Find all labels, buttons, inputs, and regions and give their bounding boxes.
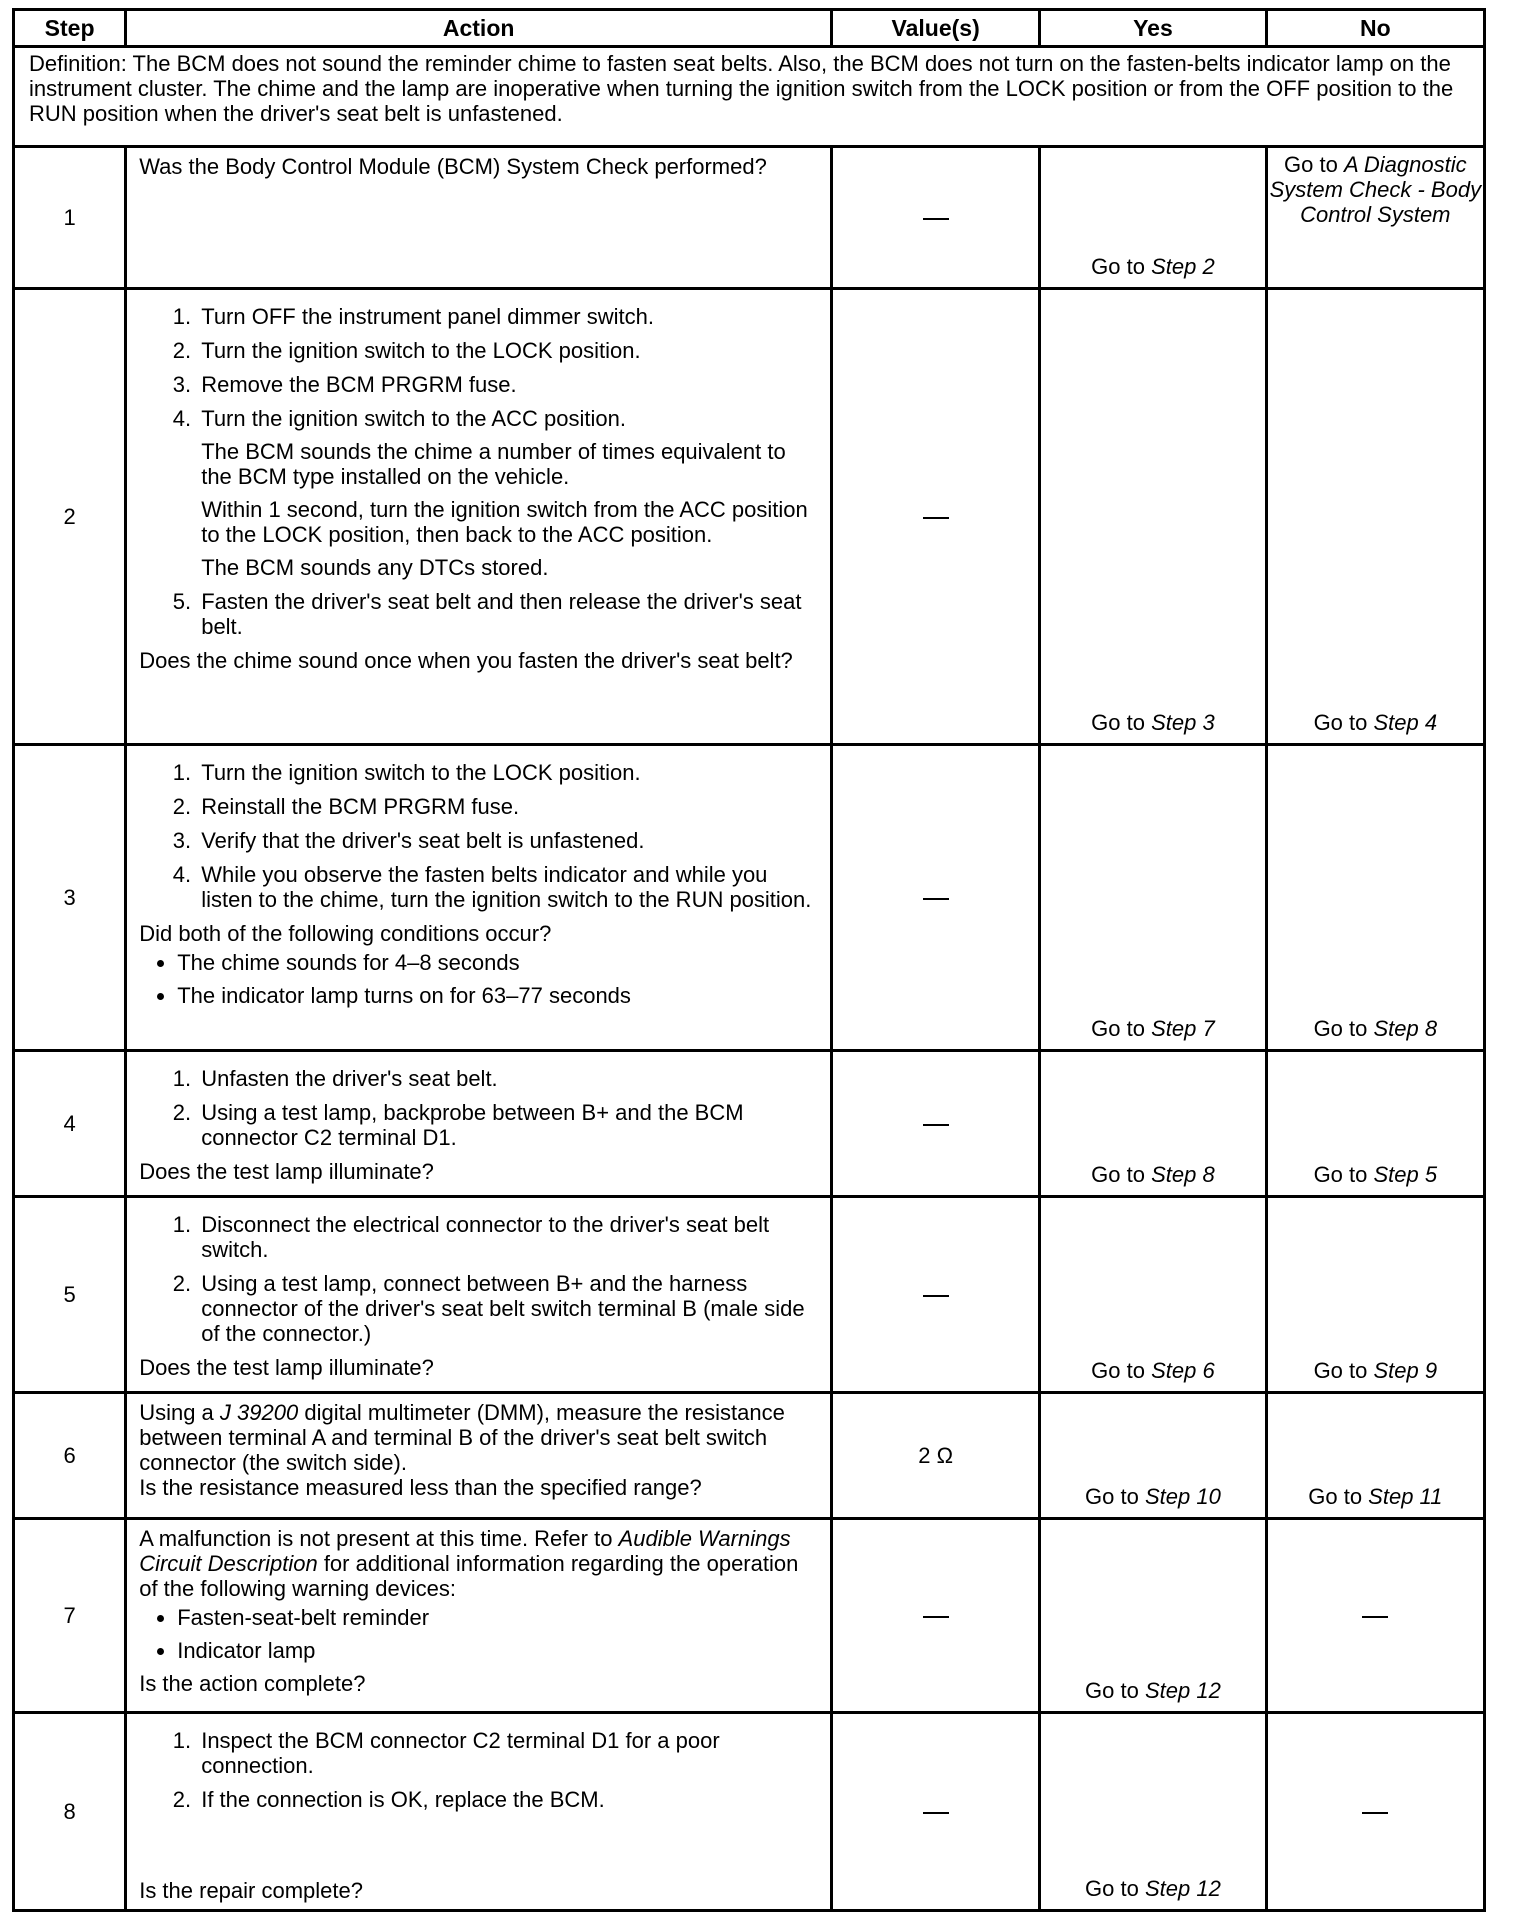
step-number: 8	[14, 1713, 126, 1911]
instruction-note: Within 1 second, turn the ignition switch from the ACC position to the LOCK position, then back to the ACC position.	[201, 497, 808, 547]
warning-device-item: • Indicator lamp	[177, 1638, 822, 1663]
no-goto-link[interactable]: Step 4	[1373, 710, 1438, 735]
goto-prefix: Go to	[1308, 1484, 1369, 1509]
value-cell: 2 Ω	[832, 1393, 1040, 1519]
header-row	[14, 10, 1485, 47]
goto-prefix: Go to	[1085, 1876, 1145, 1901]
header-no: No	[1266, 10, 1484, 47]
goto-prefix: Go to	[1091, 1358, 1152, 1383]
definition-text: Definition: The BCM does not sound the reminder chime to fasten seat belts. Also, the BCM does not turn on the fasten-belts indicator lamp on the instrument cluster. The chime and the lamp are inoperative when turning the ignition switch from the LOCK position or from the OFF position to the RUN position when the driver's seat belt is unfastened.	[14, 47, 1485, 147]
value-cell	[832, 745, 1040, 1051]
step-text-pre: Using a	[139, 1400, 220, 1425]
action-cell	[126, 1051, 832, 1197]
step-instructions	[139, 760, 822, 912]
step-text	[139, 1400, 822, 1475]
yes-cell	[1040, 147, 1266, 289]
step-number: 2	[14, 289, 126, 745]
step-instructions	[139, 1212, 822, 1346]
table-row-step-1	[14, 147, 1485, 289]
yes-goto-link[interactable]: Step 3	[1151, 710, 1215, 735]
step-instructions	[139, 1728, 822, 1812]
step-question: Is the resistance measured less than the specified range?	[139, 1475, 702, 1500]
instruction-item: 1. Disconnect the electrical connector to the driver's seat belt switch.	[197, 1212, 822, 1262]
yes-cell	[1040, 1393, 1266, 1519]
action-cell	[126, 745, 832, 1051]
goto-prefix: Go to	[1091, 710, 1152, 735]
yes-cell	[1040, 289, 1266, 745]
action-cell	[126, 1519, 832, 1713]
action-cell	[126, 1713, 832, 1911]
definition-row	[14, 47, 1485, 147]
dash-mark	[923, 1812, 949, 1814]
condition-list	[139, 950, 822, 1008]
no-cell	[1266, 1393, 1484, 1519]
header-action: Action	[126, 10, 832, 47]
dash-mark	[923, 1124, 949, 1126]
goto-prefix: Go to	[1313, 1162, 1374, 1187]
table-row-step-8	[14, 1713, 1485, 1911]
step-number: 7	[14, 1519, 126, 1713]
instruction-text: 4. Turn the ignition switch to the ACC position.	[201, 406, 626, 431]
yes-cell	[1040, 1197, 1266, 1393]
step-number: 4	[14, 1051, 126, 1197]
goto-prefix: Go to	[1313, 710, 1374, 735]
condition-item: • The chime sounds for 4–8 seconds	[177, 950, 822, 975]
step-number: 6	[14, 1393, 126, 1519]
condition-item: • The indicator lamp turns on for 63–77 seconds	[177, 983, 822, 1008]
instruction-item: 4. While you observe the fasten belts indicator and while you listen to the chime, turn the ignition switch to the RUN position.	[197, 862, 822, 912]
dash-mark	[923, 517, 949, 519]
warning-device-list	[139, 1605, 822, 1663]
action-cell	[126, 289, 832, 745]
action-cell	[126, 1393, 832, 1519]
yes-goto-link[interactable]: Step 7	[1151, 1016, 1215, 1041]
instruction-item: 2. Turn the ignition switch to the LOCK position.	[197, 338, 822, 363]
value-cell	[832, 1197, 1040, 1393]
instruction-item: 2. If the connection is OK, replace the BCM.	[197, 1787, 822, 1812]
step-text	[139, 1526, 822, 1601]
no-goto-link[interactable]: Step 11	[1368, 1484, 1443, 1509]
step-number: 3	[14, 745, 126, 1051]
value-cell	[832, 1713, 1040, 1911]
no-cell	[1266, 1051, 1484, 1197]
tool-reference: J 39200	[219, 1400, 299, 1425]
instruction-item: 2. Reinstall the BCM PRGRM fuse.	[197, 794, 822, 819]
header-step: Step	[14, 10, 126, 47]
yes-cell	[1040, 1713, 1266, 1911]
goto-prefix: Go to	[1091, 254, 1152, 279]
value-cell	[832, 289, 1040, 745]
instruction-item: 3. Remove the BCM PRGRM fuse.	[197, 372, 822, 397]
dash-mark	[923, 898, 949, 900]
instruction-item: 3. Verify that the driver's seat belt is unfastened.	[197, 828, 822, 853]
no-goto-link[interactable]: A Diagnostic System Check - Body Control System	[1269, 152, 1482, 227]
goto-prefix: Go to	[1091, 1162, 1152, 1187]
no-cell	[1266, 1197, 1484, 1393]
yes-goto-link[interactable]: Step 12	[1144, 1678, 1221, 1703]
step-text-post: for additional information regarding the operation of the following warning devices:	[139, 1551, 799, 1601]
step-question: Does the test lamp illuminate?	[139, 1159, 434, 1184]
no-goto-link[interactable]: Step 5	[1373, 1162, 1438, 1187]
yes-goto-link[interactable]: Step 6	[1151, 1358, 1215, 1383]
no-goto-link[interactable]: Step 9	[1373, 1358, 1438, 1383]
yes-goto-link[interactable]: Step 10	[1144, 1484, 1221, 1509]
no-goto-link[interactable]: Step 8	[1373, 1016, 1438, 1041]
instruction-item	[197, 406, 822, 580]
goto-prefix: Go to	[1313, 1016, 1374, 1041]
goto-prefix: Go to	[1091, 1016, 1152, 1041]
step-number: 5	[14, 1197, 126, 1393]
step-number: 1	[14, 147, 126, 289]
action-cell	[126, 147, 832, 289]
yes-cell	[1040, 745, 1266, 1051]
instruction-item: 2. Using a test lamp, backprobe between B+ and the BCM connector C2 terminal D1.	[197, 1100, 822, 1150]
instruction-item: 2. Using a test lamp, connect between B+ and the harness connector of the driver's seat belt switch terminal B (male side of the connector.)	[197, 1271, 822, 1346]
value-cell	[832, 1051, 1040, 1197]
instruction-note: The BCM sounds the chime a number of times equivalent to the BCM type installed on the vehicle.	[201, 439, 786, 489]
instruction-item: 5. Fasten the driver's seat belt and then release the driver's seat belt.	[197, 589, 822, 639]
no-cell	[1266, 745, 1484, 1051]
instruction-item: 1. Turn the ignition switch to the LOCK position.	[197, 760, 822, 785]
dash-mark	[923, 218, 949, 220]
step-question: Is the repair complete?	[139, 1878, 363, 1903]
diagnostic-table	[12, 8, 1486, 1912]
dash-mark	[923, 1295, 949, 1297]
goto-prefix: Go to	[1085, 1678, 1145, 1703]
value-cell	[832, 147, 1040, 289]
instruction-note: The BCM sounds any DTCs stored.	[201, 555, 549, 580]
yes-goto-link[interactable]: Step 12	[1144, 1876, 1221, 1901]
goto-prefix: Go to	[1085, 1484, 1145, 1509]
dash-mark	[1362, 1616, 1388, 1618]
step-question: Was the Body Control Module (BCM) System Check performed?	[139, 154, 767, 179]
document-reference[interactable]: Audible Warnings Circuit Description	[139, 1526, 791, 1576]
no-cell	[1266, 1519, 1484, 1713]
goto-prefix: Go to	[1313, 1358, 1374, 1383]
no-cell	[1266, 147, 1484, 289]
action-cell	[126, 1197, 832, 1393]
yes-goto-link[interactable]: Step 2	[1151, 254, 1215, 279]
step-question: Does the chime sound once when you fasten the driver's seat belt?	[139, 648, 793, 673]
step-text-post: digital multimeter (DMM), measure the resistance between terminal A and terminal B of the driver's seat belt switch connector (the switch side).	[139, 1400, 785, 1475]
instruction-item: 1. Turn OFF the instrument panel dimmer switch.	[197, 304, 822, 329]
yes-cell	[1040, 1051, 1266, 1197]
dash-mark	[923, 1616, 949, 1618]
goto-prefix: Go to	[1284, 152, 1344, 177]
no-cell	[1266, 289, 1484, 745]
header-values: Value(s)	[832, 10, 1040, 47]
table-row-step-6	[14, 1393, 1485, 1519]
table-row-step-5	[14, 1197, 1485, 1393]
yes-goto-link[interactable]: Step 8	[1151, 1162, 1215, 1187]
header-yes: Yes	[1040, 10, 1266, 47]
table-row-step-7	[14, 1519, 1485, 1713]
yes-cell	[1040, 1519, 1266, 1713]
diagnostic-table-document	[12, 8, 1486, 1912]
table-row-step-2	[14, 289, 1485, 745]
step-text-pre: A malfunction is not present at this time. Refer to	[139, 1526, 619, 1551]
step-question: Does the test lamp illuminate?	[139, 1355, 434, 1380]
step-instructions	[139, 1066, 822, 1150]
table-row-step-3	[14, 745, 1485, 1051]
instruction-item: 1. Unfasten the driver's seat belt.	[197, 1066, 822, 1091]
warning-device-item: • Fasten-seat-belt reminder	[177, 1605, 822, 1630]
no-cell	[1266, 1713, 1484, 1911]
step-instructions	[139, 304, 822, 639]
dash-mark	[1362, 1812, 1388, 1814]
step-question: Is the action complete?	[139, 1671, 366, 1696]
instruction-item: 1. Inspect the BCM connector C2 terminal D1 for a poor connection.	[197, 1728, 822, 1778]
step-question: Did both of the following conditions occur?	[139, 921, 552, 946]
value-cell	[832, 1519, 1040, 1713]
table-row-step-4	[14, 1051, 1485, 1197]
